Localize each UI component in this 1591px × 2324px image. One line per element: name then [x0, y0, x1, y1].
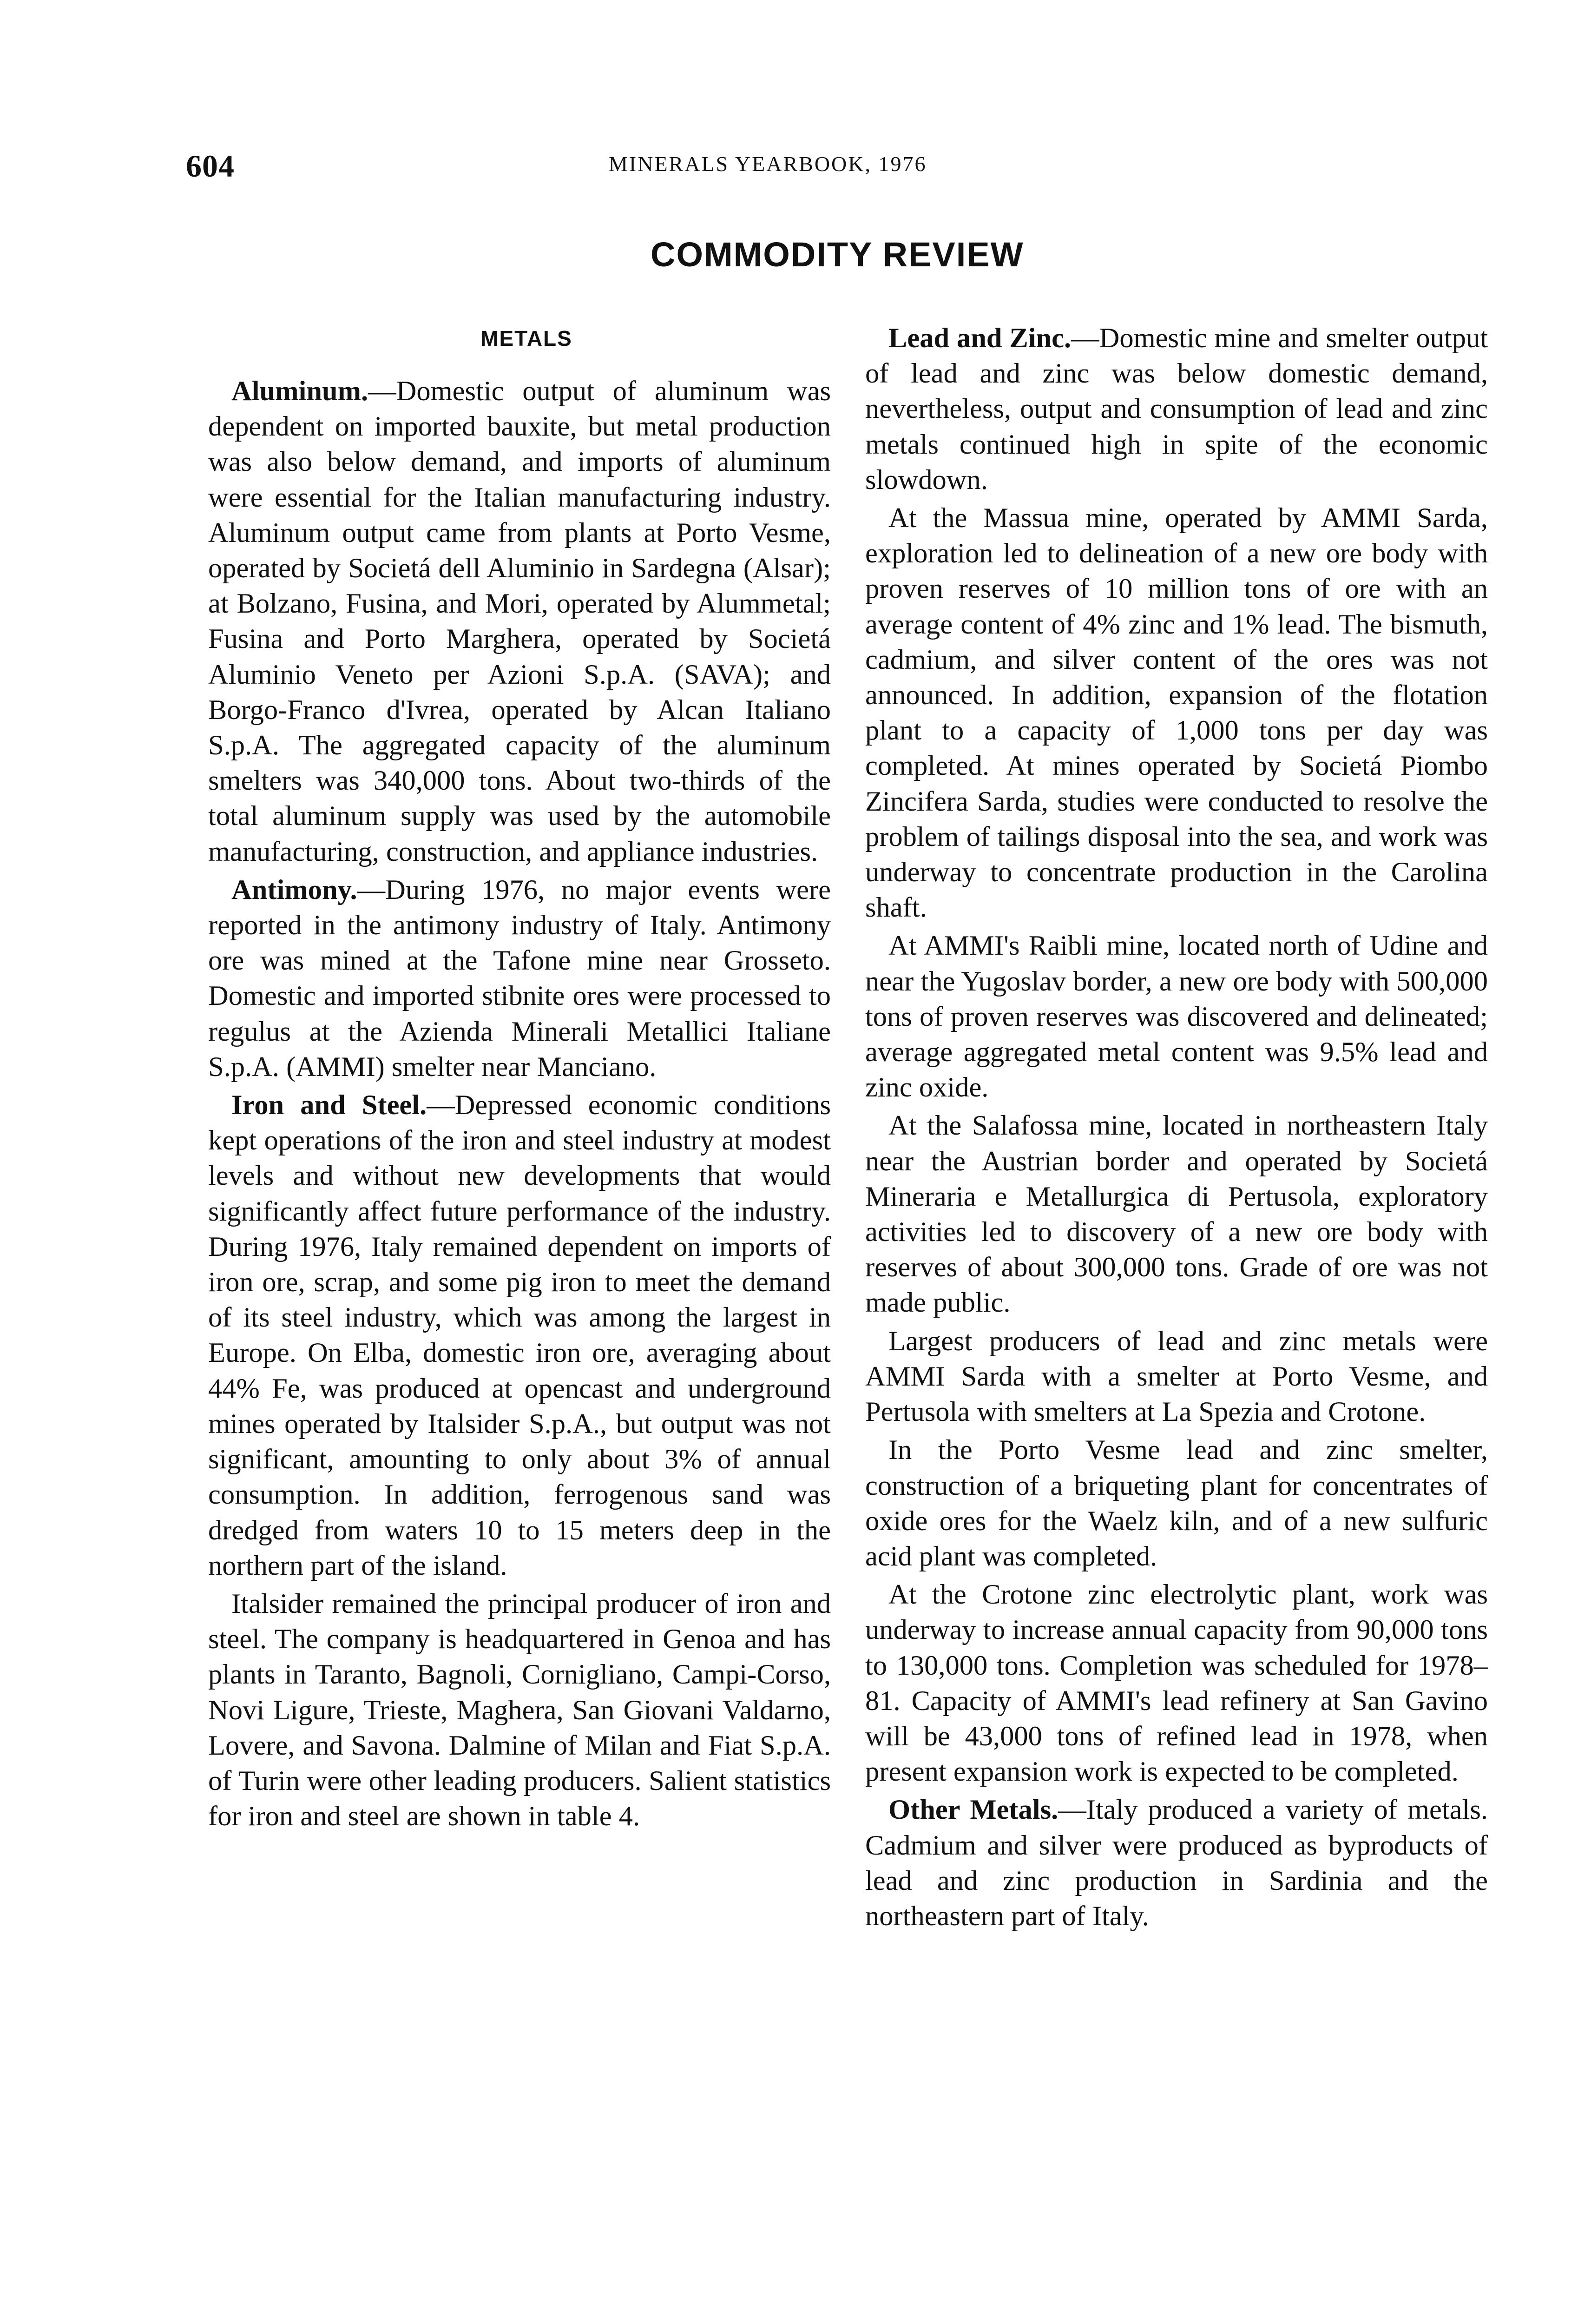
- section-title: COMMODITY REVIEW: [651, 235, 1024, 274]
- running-head: MINERALS YEARBOOK, 1976: [609, 152, 927, 176]
- antimony-lead: Antimony.: [231, 874, 357, 905]
- lead-zinc-paragraph: [865, 321, 1488, 498]
- aluminum-lead: Aluminum.: [231, 376, 368, 407]
- other-metals-lead: Other Metals.: [888, 1794, 1058, 1826]
- right-column: [865, 321, 1488, 1937]
- crotone-text: At the Crotone zinc electrolytic plant, work was underway to increase annual capacity from 90,000 tons to 130,000 tons. Completion was scheduled for 1978–81. Capacity of AMMI's lead refinery at San Gavino will be 43,000 tons of refined lead in 1978, when present expansion work is expected to be completed.: [865, 1579, 1488, 1788]
- other-metals-paragraph: [865, 1792, 1488, 1934]
- aluminum-paragraph: [208, 374, 831, 870]
- iron-steel-lead: Iron and Steel.: [231, 1089, 427, 1121]
- crotone-paragraph: [865, 1577, 1488, 1789]
- salafossa-text: At the Salafossa mine, located in northeastern Italy near the Austrian border and operated by Societá Mineraria e Metallurgica di Pertusola, exploratory activities led to discovery of a new ore body with reserves of about 300,000 tons. Grade of ore was not made public.: [865, 1110, 1488, 1319]
- italsider-paragraph: [208, 1586, 831, 1834]
- aluminum-text: —Domestic output of aluminum was dependent on imported bauxite, but metal production was also below demand, and imports of aluminum were essential for the Italian manufacturing industry. Aluminum output came from plants at Porto Vesme, operated by Societá dell Aluminio in Sardegna (Alsar); at Bolzano, Fusina, and Mori, operated by Alummetal; Fusina and Porto Marghera, operated by Societá Aluminio Veneto per Azioni S.p.A. (SAVA); and Borgo-Franco d'Ivrea, operated by Alcan Italiano S.p.A. The aggregated capacity of the aluminum smelters was 340,000 tons. About two-thirds of the total aluminum supply was used by the automobile manufacturing, construction, and appliance industries.: [208, 376, 831, 867]
- massua-text: At the Massua mine, operated by AMMI Sarda, exploration led to delineation of a new ore body with proven reserves of 10 million tons of ore with an average content of 4% zinc and 1% lead. The bismuth, cadmium, and silver content of the ores was not announced. In addition, expansion of the flotation plant to a capacity of 1,000 tons per day was completed. At mines operated by Societá Piombo Zincifera Sarda, studies were conducted to resolve the problem of tailings disposal into the sea, and work was underway to concentrate production in the Carolina shaft.: [865, 502, 1488, 924]
- porto-vesme-text: In the Porto Vesme lead and zinc smelter, construction of a briqueting plant for concentrates of oxide ores for the Waelz kiln, and of a new sulfuric acid plant was completed.: [865, 1434, 1488, 1572]
- iron-steel-paragraph: [208, 1088, 831, 1584]
- producers-text: Largest producers of lead and zinc metals were AMMI Sarda with a smelter at Porto Vesme, and Pertusola with smelters at La Spezia and Crotone.: [865, 1325, 1488, 1428]
- raibli-text: At AMMI's Raibli mine, located north of Udine and near the Yugoslav border, a new ore body with 500,000 tons of proven reserves was discovered and delineated; average aggregated metal content was 9.5% lead and zinc oxide.: [865, 930, 1488, 1103]
- antimony-text: —During 1976, no major events were reported in the antimony industry of Italy. Antimony ore was mined at the Tafone mine near Grosseto. Domestic and imported stibnite ores were processed to regulus at the Azienda Minerali Metallici Italiane S.p.A. (AMMI) smelter near Manciano.: [208, 874, 831, 1083]
- massua-paragraph: [865, 501, 1488, 925]
- italsider-text: Italsider remained the principal producer of iron and steel. The company is headquartered in Genoa and has plants in Taranto, Bagnoli, Cornigliano, Campi-Corso, Novi Ligure, Trieste, Maghera, San Giovani Valdarno, Lovere, and Savona. Dalmine of Milan and Fiat S.p.A. of Turin were other leading producers. Salient statistics for iron and steel are shown in table 4.: [208, 1588, 831, 1832]
- left-column: [208, 321, 831, 1837]
- metals-subhead: METALS: [480, 326, 572, 350]
- porto-vesme-paragraph: [865, 1433, 1488, 1574]
- iron-steel-text: —Depressed economic conditions kept operations of the iron and steel industry at modest levels and without new developments that would significantly affect future performance of the industry. During 1976, Italy remained dependent on imports of iron ore, scrap, and some pig iron to meet the demand of its steel industry, which was among the largest in Europe. On Elba, domestic iron ore, averaging about 44% Fe, was produced at opencast and underground mines operated by Italsider S.p.A., but output was not significant, amounting to only about 3% of annual consumption. In addition, ferrogenous sand was dredged from waters 10 to 15 meters deep in the northern part of the island.: [208, 1089, 831, 1581]
- salafossa-paragraph: [865, 1108, 1488, 1320]
- lead-zinc-lead: Lead and Zinc.: [888, 323, 1072, 354]
- other-metals-text: —Italy produced a variety of metals. Cadmium and silver were produced as byproducts of lead and zinc production in Sardinia and the northeastern part of Italy.: [865, 1794, 1488, 1932]
- lead-zinc-text: —Domestic mine and smelter output of lead and zinc was below domestic demand, nevertheless, output and consumption of lead and zinc metals continued high in spite of the economic slowdown.: [865, 323, 1488, 495]
- raibli-paragraph: [865, 928, 1488, 1105]
- page-number: 604: [186, 148, 235, 184]
- producers-paragraph: [865, 1324, 1488, 1430]
- antimony-paragraph: [208, 872, 831, 1085]
